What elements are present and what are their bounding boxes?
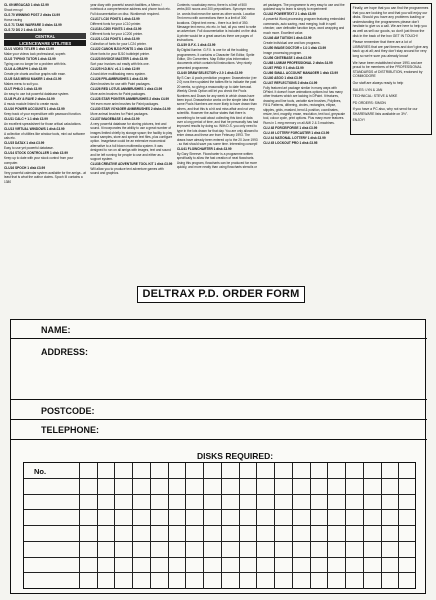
disk-number-cell[interactable] xyxy=(346,495,364,510)
disk-number-cell[interactable] xyxy=(311,479,329,494)
no-label: No. xyxy=(34,467,47,476)
disk-number-cell[interactable] xyxy=(222,479,240,494)
notice-box xyxy=(350,3,432,135)
disk-number-cell[interactable] xyxy=(222,495,240,510)
grid-row xyxy=(24,495,415,511)
disk-number-cell[interactable] xyxy=(311,526,329,541)
disk-number-cell[interactable] xyxy=(222,573,240,589)
disk-number-cell[interactable] xyxy=(186,495,204,510)
notice-para-8: If you have a PC also, why not send for our SHAREWARE lists available on 3½". xyxy=(352,107,418,116)
disk-number-cell[interactable] xyxy=(364,526,382,541)
disk-number-cell[interactable] xyxy=(275,479,293,494)
disk-number-cell[interactable] xyxy=(151,463,169,478)
disk-number-cell[interactable] xyxy=(204,479,222,494)
catalogue-item-title: CLU8 PLAY & RAVE 2 disks £4.99 xyxy=(4,96,55,101)
telephone-label: TELEPHONE: xyxy=(41,425,100,435)
disk-number-cell[interactable] xyxy=(346,510,364,525)
disk-number-cell[interactable] xyxy=(186,510,204,525)
disk-number-cell[interactable] xyxy=(257,526,275,541)
disk-number-cell[interactable] xyxy=(364,479,382,494)
catalogue-item-desc: By Gary Shreeve. Flowcharter is a programme written specifically to allow the fast creation of neat flowcharts. Using this program, flowcharts can be produced far more quickly, and more neatly than using flowcharts stencils or xyxy=(176,151,258,170)
disk-number-cell[interactable] xyxy=(186,479,204,494)
name-label: NAME: xyxy=(41,325,71,335)
notice-pd-orders: PD ORDERS: SIMON xyxy=(352,100,386,105)
catalogue-item-title: CLU5 SAS MENU MAKER 1 disk £3.99 xyxy=(4,76,62,81)
disk-number-cell[interactable] xyxy=(222,558,240,573)
catalogue-item-title: CLU68 LUMUM PROFESSIONAL 2 disks £4.99 xyxy=(263,60,333,65)
grid-label-cell xyxy=(24,495,80,510)
catalogue-item-title: CLU16 SPOCH 1 disk £3.99 xyxy=(4,165,46,170)
catalogue-item-title: CLU18 LC200 FONTS 1 disk £3.99 xyxy=(90,26,142,31)
postcode-label: POSTCODE: xyxy=(41,406,95,416)
disk-number-cell[interactable] xyxy=(382,463,400,478)
grid-label-cell xyxy=(24,479,80,494)
disk-number-cell[interactable] xyxy=(240,510,258,525)
disk-number-cell[interactable] xyxy=(311,463,329,478)
disk-number-cell[interactable] xyxy=(346,558,364,573)
catalogue-item-desc: A collection of utilities like window tools, mini out software cals etc. xyxy=(4,131,85,141)
disk-number-cell[interactable] xyxy=(382,573,400,589)
catalogue-item-title: CLU38 CREATIVE ADVENTURE TOOL KIT 1 disk £3.99 xyxy=(90,162,173,167)
catalogue-item-desc: Different fonts for your LC200 printer. xyxy=(90,31,143,36)
catalogue-item-title: CLU30 STAR VOYAGER ANMBRUSHES 2 disks £4.99 xyxy=(90,106,171,111)
disk-number-cell[interactable] xyxy=(204,510,222,525)
catalogue-item-desc: Sort your invoices out easily with this one. xyxy=(90,61,150,66)
catalogue-item-title: CLS 70 WINNING POST 2 disks £4.99 xyxy=(4,13,60,17)
catalogue-columns xyxy=(4,3,432,263)
disk-number-cell[interactable] xyxy=(133,495,151,510)
catalogue-item-title: CLU14 STOCK CONTROLLER 1 disk £3.99 xyxy=(4,151,68,156)
disk-number-cell[interactable] xyxy=(222,526,240,541)
grid-label-cell xyxy=(24,463,80,478)
disk-number-cell[interactable] xyxy=(275,558,293,573)
disk-number-cell[interactable] xyxy=(275,573,293,589)
notice-para-4: Our staff are always ready to help xyxy=(352,80,404,85)
disk-number-cell[interactable] xyxy=(80,558,98,573)
disk-number-cell[interactable] xyxy=(275,510,293,525)
notice-enjoy: ENJOY! xyxy=(352,118,365,123)
catalogue-column-1 xyxy=(4,3,86,263)
address-field[interactable] xyxy=(11,339,427,399)
catalogue-item-title: CLU22 CANON BJ10 FONTS 1 disk £3.99 xyxy=(90,46,153,51)
disk-number-cell[interactable] xyxy=(98,526,116,541)
disk-number-cell[interactable] xyxy=(204,463,222,478)
catalogue-item-title: CLU15 DATAX 1 disk £3.99 xyxy=(4,141,45,146)
disk-number-cell[interactable] xyxy=(169,495,187,510)
disk-number-cell[interactable] xyxy=(133,463,151,478)
disk-number-cell[interactable] xyxy=(399,495,417,510)
disk-number-cell[interactable] xyxy=(293,495,311,510)
disk-number-cell[interactable] xyxy=(115,479,133,494)
catalogue-item-title: CLU17 LC10 FONTS 1 disk £3.99 xyxy=(90,16,140,21)
catalogue-item-desc: A hard drive multitasking menu system. xyxy=(90,71,146,76)
catalogue-item-desc: Horse racing xyxy=(4,18,23,22)
name-field[interactable] xyxy=(11,320,427,339)
disk-number-cell[interactable] xyxy=(115,558,133,573)
disk-number-cell[interactable] xyxy=(222,463,240,478)
catalogue-item-title: CLS 71 TANK WARFARE 3 disks £4.99 xyxy=(4,23,62,27)
catalogue-item-desc: Yet even more anim brushes for Paint packages. xyxy=(90,101,160,106)
catalogue-item-title: CLU10 POWER ACCOUNTS 1 disk £3.99 xyxy=(4,106,65,111)
disk-number-cell[interactable] xyxy=(240,526,258,541)
disk-number-cell[interactable] xyxy=(346,526,364,541)
telephone-field[interactable] xyxy=(11,420,427,440)
catalogue-item-title: CLU40 DRAW SELECTOR v 2.0 1 disk £3.99 xyxy=(176,70,243,75)
disk-number-cell[interactable] xyxy=(293,526,311,541)
disk-number-cell[interactable] xyxy=(133,526,151,541)
disk-number-cell[interactable] xyxy=(204,542,222,557)
catalogue-item-desc: Collection of fonts for your LC24 printer. xyxy=(90,41,147,46)
catalogue-item-desc: More animal brushes for Paint packages. xyxy=(90,111,149,116)
catalogue-item-desc: Different fonts for your LC10 printer. xyxy=(90,21,142,26)
disk-number-cell[interactable] xyxy=(80,573,98,589)
disk-number-grid xyxy=(23,462,416,589)
catalogue-item-desc: Alien brushes for use with Paint packages. xyxy=(90,81,151,86)
order-form-title: DELTRAX P.D. ORDER FORM xyxy=(137,286,305,303)
disk-number-cell[interactable] xyxy=(98,463,116,478)
catalogue-item-title: CLU11 CALC + 1.1 disk £3.99 xyxy=(4,116,48,121)
catalogue-item-title: CLU7 PHILO 1 disk £3.99 xyxy=(4,86,42,91)
catalogue-item-desc: Typing can no longer be a problem with this. xyxy=(4,61,67,66)
disk-number-cell[interactable] xyxy=(151,558,169,573)
grid-row xyxy=(24,479,415,495)
disk-number-cell[interactable] xyxy=(364,573,382,589)
notice-technical: TECHNICAL: STEVE & MIKE xyxy=(352,94,398,99)
disk-number-cell[interactable] xyxy=(151,510,169,525)
catalogue-item-desc: Makes menu to suit you. xyxy=(4,81,39,86)
catalogue-column-3 xyxy=(177,3,259,263)
disk-number-cell[interactable] xyxy=(399,573,417,589)
catalogue-item-title: CLU56 CINTEBASE 1 disk £3.99 xyxy=(263,55,312,60)
section-heading: CENTRAL xyxy=(4,33,86,39)
disk-number-cell[interactable] xyxy=(293,558,311,573)
catalogue-item-desc: More anim brushes for Paint packages. xyxy=(90,91,146,96)
disk-number-cell[interactable] xyxy=(169,573,187,589)
disk-number-cell[interactable] xyxy=(399,479,417,494)
grid-label-cell xyxy=(24,558,80,573)
catalogue-item-title: CLU 45 LOCKOUT PRO 1 disk £3.95 xyxy=(263,140,318,145)
disk-number-cell[interactable] xyxy=(169,510,187,525)
disk-number-cell[interactable] xyxy=(222,510,240,525)
disk-number-cell[interactable] xyxy=(328,510,346,525)
disk-number-cell[interactable] xyxy=(133,479,151,494)
disk-number-cell[interactable] xyxy=(275,542,293,557)
disk-number-cell[interactable] xyxy=(328,573,346,589)
disk-number-cell[interactable] xyxy=(115,573,133,589)
notice-column xyxy=(350,3,432,263)
catalogue-item-title: CLU13 VIRTUAL WINDOWS 1 disk £3.99 xyxy=(4,126,65,131)
order-form xyxy=(10,319,426,594)
disk-number-cell[interactable] xyxy=(115,542,133,557)
catalogue-item-title: CLU50 IMAGE DOCTOR v 1.0 1 disk £3.99 xyxy=(263,45,327,50)
disk-number-cell[interactable] xyxy=(328,463,346,478)
catalogue-item-title: CLU28 STAR POINTER ANMBRUSHES 2 disks £4.99 xyxy=(90,96,170,101)
disk-number-cell[interactable] xyxy=(346,542,364,557)
disk-number-cell[interactable] xyxy=(311,558,329,573)
grid-label-cell xyxy=(24,526,80,541)
disk-number-cell[interactable] xyxy=(151,495,169,510)
disk-number-cell[interactable] xyxy=(328,495,346,510)
grid-row xyxy=(24,542,415,558)
disk-number-cell[interactable] xyxy=(399,526,417,541)
catalogue-item-desc: More fonts for your BJ10 bubblejet printer. xyxy=(90,51,150,56)
disk-number-cell[interactable] xyxy=(382,510,400,525)
catalogue-item-title: CLU66 SMALL ACCOUNT MANAGER 1 disk £3.99 xyxy=(263,70,338,75)
catalogue-item-desc: Create pie charts and bar graphs with ease. xyxy=(4,71,66,76)
disk-number-cell[interactable] xyxy=(293,463,311,478)
catalogue-item-desc: Shoot em up! xyxy=(4,8,23,12)
disk-number-cell[interactable] xyxy=(151,542,169,557)
disk-number-cell[interactable] xyxy=(115,463,133,478)
disk-number-cell[interactable] xyxy=(240,542,258,557)
catalogue-item-title: CLU2 TYPING TUTOR 1 disk £3.99 xyxy=(4,56,56,61)
disk-number-cell[interactable] xyxy=(311,573,329,589)
disk-number-cell[interactable] xyxy=(80,526,98,541)
notice-para-1: Finally, we hope that you can find the programmes that you are looking for and that you will enjoy our disks. Should you have any problems loading or understanding the programmes please don't hesitate to give us a call. We are here to help you as well as sell our goods, so don't just throw the disk in the back of the box GET IN TOUCH! xyxy=(352,6,429,38)
disk-number-cell[interactable] xyxy=(222,542,240,557)
disk-number-cell[interactable] xyxy=(98,495,116,510)
catalogue-item-desc: Keep track of your expenditure with password function. xyxy=(4,111,82,116)
disk-number-cell[interactable] xyxy=(115,510,133,525)
disk-number-cell[interactable] xyxy=(346,463,364,478)
disk-number-cell[interactable] xyxy=(293,573,311,589)
disk-number-cell[interactable] xyxy=(115,495,133,510)
catalogue-item-desc: year diary with powerful search facilities, a Memo / notebook a comprehensive address and phone book etc. Full documentation on disc. Workbench required. xyxy=(90,3,171,16)
disk-number-cell[interactable] xyxy=(382,526,400,541)
disk-number-cell[interactable] xyxy=(169,558,187,573)
disk-number-cell[interactable] xyxy=(399,463,417,478)
disk-number-cell[interactable] xyxy=(293,510,311,525)
disk-number-cell[interactable] xyxy=(257,463,275,478)
disk-number-cell[interactable] xyxy=(293,542,311,557)
disk-number-cell[interactable] xyxy=(275,495,293,510)
disk-number-cell[interactable] xyxy=(311,510,329,525)
disk-number-cell[interactable] xyxy=(364,495,382,510)
disk-number-cell[interactable] xyxy=(133,542,151,557)
disk-number-cell[interactable] xyxy=(98,573,116,589)
grid-label-cell xyxy=(24,542,80,557)
disk-number-cell[interactable] xyxy=(151,573,169,589)
catalogue-item-title: CLU23 INVOICE MASTER 1 disk £3.99 xyxy=(90,56,148,61)
disk-number-cell[interactable] xyxy=(186,463,204,478)
catalogue-item-title: CLU42 POWERTEXT 2 1 disk £3.99 xyxy=(263,12,316,17)
disk-number-cell[interactable] xyxy=(186,526,204,541)
catalogue-item-title: CLU47 REFLECTIONS 2 disks £4.99 xyxy=(263,80,318,85)
disk-number-cell[interactable] xyxy=(346,573,364,589)
catalogue-item-title: CLU 44 NATIONAL LOTTERY 1 disk £3.99 xyxy=(263,135,326,140)
catalogue-item-desc: Keep up to date with your stock control from your computer. xyxy=(4,156,74,165)
disk-number-cell[interactable] xyxy=(98,542,116,557)
disk-number-cell[interactable] xyxy=(115,526,133,541)
disk-number-cell[interactable] xyxy=(399,542,417,557)
catalogue-item-desc: An easy to use but powerful database system. xyxy=(4,91,70,96)
disk-number-cell[interactable] xyxy=(240,495,258,510)
catalogue-item-title: CLU37 IMAGEBASE 1 disk £3.99 xyxy=(90,116,140,121)
catalogue-item-title: CLU46 AM TUITION 1 disk £3.99 xyxy=(263,35,312,40)
disk-number-cell[interactable] xyxy=(80,495,98,510)
disk-number-cell[interactable] xyxy=(98,479,116,494)
disk-number-cell[interactable] xyxy=(169,542,187,557)
catalogue-column-4 xyxy=(263,3,345,263)
disk-number-cell[interactable] xyxy=(311,542,329,557)
catalogue-item-desc: Fully featured art package similar in many ways with DPaint. It doesn't have animations options but has many other features which are lacking in DPaint. It features, drawing and line tools, variable size brushes, Polylines, Fill & Patterns, dithering, circles, rectangles, ellipse, stipples, grids, masked, bend & position, coordinates, resize, text, magnify, erase, resolution, text tool, greyscale tool, colour cycle, print options. Plus many more features. Runs in 1 meg memory on all AMI 2 & 3 machines. xyxy=(263,85,346,125)
catalogue-item-title: CLU25 H.D.M.V. v1.1 1 disk £2.99 xyxy=(90,66,140,71)
catalogue-item-desc: A powerful Word-processing program featuring embedded commands, auto saving, read merging, built in spell checker, user definable function keys, word wrapping and much more. Excellent value. xyxy=(263,17,346,35)
catalogue-item-desc: Will allow you to produce text adventure games with sound and graphics. xyxy=(90,167,164,176)
disk-number-cell[interactable] xyxy=(364,558,382,573)
catalogue-item-desc: By Digital Ilumine. G.F.X. is one for all the budding programmers. It contains a Character Set Editor, Sprite Editor, Gfx Converters. Map Editor plus information documents which contain full instructions. Very nicely presented programme. xyxy=(176,48,255,70)
disk-number-cell[interactable] xyxy=(328,558,346,573)
disk-number-cell[interactable] xyxy=(257,558,275,573)
disk-number-cell[interactable] xyxy=(275,463,293,478)
catalogue-item-title: CLU1 VIDEO TITLER 1 disk £3.99 xyxy=(4,46,54,51)
disk-number-cell[interactable] xyxy=(311,495,329,510)
disk-number-cell[interactable] xyxy=(80,479,98,494)
grid-row xyxy=(24,526,415,542)
disk-number-cell[interactable] xyxy=(133,573,151,589)
disk-number-cell[interactable] xyxy=(80,463,98,478)
disk-number-cell[interactable] xyxy=(169,526,187,541)
disk-number-cell[interactable] xyxy=(80,542,98,557)
catalogue-item-desc: Contents: vocabulary menu, there is a limit of 500 verbs,500 nouns and 200 prepositions. Synonym menu i.e. words that mean the same as other words. Location Text menu with connections there is a limit of 300 locations. Object text menu - there is a limit of 350. Message text menu, etc etc. in fact, all you need to write an adventure. Full documentation is included on the disk. A printer would be a great asset as there are pages of instructions. xyxy=(176,3,258,43)
disk-number-cell[interactable] xyxy=(133,558,151,573)
catalogue-item-title: CLU67 PRID !! 1 disk £3.99 xyxy=(263,65,304,70)
disk-number-cell[interactable] xyxy=(382,558,400,573)
disk-number-cell[interactable] xyxy=(151,479,169,494)
disk-number-cell[interactable] xyxy=(328,526,346,541)
disk-number-cell[interactable] xyxy=(80,510,98,525)
disk-number-cell[interactable] xyxy=(240,479,258,494)
disk-number-cell[interactable] xyxy=(133,510,151,525)
grid-row xyxy=(24,463,415,479)
catalogue-item-desc: An excellent spreadsheet for those critical calculations. xyxy=(4,121,82,126)
disk-number-cell[interactable] xyxy=(257,479,275,494)
notice-para-3: We have been established since 1991 and are proud to be members of the PROFESSIONAL STANDARDS of DISTRIBUTION, endorsed by COMMODORE xyxy=(352,60,423,79)
catalogue-item-desc: A music module linked to create music. xyxy=(4,101,60,106)
disk-number-cell[interactable] xyxy=(186,573,204,589)
disk-number-cell[interactable] xyxy=(151,526,169,541)
disk-number-cell[interactable] xyxy=(257,495,275,510)
disk-number-cell[interactable] xyxy=(399,510,417,525)
catalogue-item-title: CL 69 MEGACAD 1 disk £2.99 xyxy=(4,3,49,7)
catalogue-item-title: CLU40 ASOO 1 disk £3.99 xyxy=(263,75,303,80)
grid-row xyxy=(24,510,415,526)
grid-label-cell xyxy=(24,573,80,589)
disk-number-cell[interactable] xyxy=(257,573,275,589)
catalogue-item-title: CLU4 A-GRAPH 1 disk £3.99 xyxy=(4,66,47,71)
catalogue-item-title: CLU21 LC24 FONTS 1 disk £3.99 xyxy=(90,36,140,41)
catalogue-item-title: CLU 49 LOTTERY FORCASTER 1 disk £3.99 xyxy=(263,130,330,135)
disk-number-cell[interactable] xyxy=(364,542,382,557)
address-label: ADDRESS: xyxy=(41,347,89,357)
catalogue-item-title: CLU26 FFILAMBRUSHES 1 disk £3.99 xyxy=(90,76,148,81)
grid-row xyxy=(24,558,415,574)
disk-number-cell[interactable] xyxy=(382,495,400,510)
disk-number-cell[interactable] xyxy=(364,510,382,525)
disk-number-cell[interactable] xyxy=(275,526,293,541)
catalogue-item-title: CLS 72 DS 2 1 disk £3.00 xyxy=(4,28,42,32)
disk-number-cell[interactable] xyxy=(346,479,364,494)
catalogue-item-desc: Make your videos look professional, superb. xyxy=(4,51,67,56)
catalogue-item-desc: art packages. The programme is very easy to use and the quickest way to learn is simply to experiment! xyxy=(263,3,345,12)
disk-number-cell[interactable] xyxy=(293,479,311,494)
catalogue-item-title: CLU26 RED LOTUS ANMBRUSHES 1 disk £3.99 xyxy=(90,86,163,91)
catalogue-item-desc: Very powerful calendar system available for the amiga - at least that is what the author claims. Spoch III contains a 1380 xyxy=(4,170,86,184)
grid-label-cell xyxy=(24,510,80,525)
grid-row xyxy=(24,573,415,589)
disk-number-cell[interactable] xyxy=(328,479,346,494)
disks-required-label: DISKS REQUIRED: xyxy=(197,451,274,461)
disk-number-cell[interactable] xyxy=(240,573,258,589)
catalogue-item-desc: By S Carr. A pools prediction program: Drawselector (ver 2.0) runs then updated the tables file to indicate the past 20 weeks, so giving a reasonably up to date forecast. Weekly Check Option will let you check the Pools Numbers and Draws for any week in which draws have been input. Drawselector works on the simple idea that some Pools Numbers are more likely to have drawn than others, and that this is a hit and miss affair and not very scientific. However the author states that there is something to be said about collecting this kind of data over a long period of time, and that he personally has had improved results by doing so. With D.S. you only need to type in the lots drawn for that day. You are only allowed to enter draws and these are from February 1993. The draws have already been entered up to the 20 June 1993 - so that should save you some time. Interesting concept! xyxy=(176,75,259,146)
disk-number-cell[interactable] xyxy=(98,558,116,573)
catalogue-item-desc: Easy to use yet powerful database. xyxy=(4,146,54,151)
postcode-field[interactable] xyxy=(11,399,427,420)
disk-number-cell[interactable] xyxy=(169,463,187,478)
notice-sales: SALES: LYN & JAN xyxy=(352,87,383,92)
disk-number-cell[interactable] xyxy=(328,542,346,557)
disk-number-cell[interactable] xyxy=(257,510,275,525)
disk-number-cell[interactable] xyxy=(98,510,116,525)
notice-para-2: Please remember that there are a lot of LIBRARIES that are part timers and don't give any back up at all; and they don't stay around for very long so we're sure you already know! xyxy=(352,40,429,58)
catalogue-item-title: CLU39 G.F.X. 1 disk £3.99 xyxy=(176,43,216,48)
disk-number-cell[interactable] xyxy=(204,495,222,510)
disk-number-cell[interactable] xyxy=(204,526,222,541)
catalogue-column-2 xyxy=(90,3,172,263)
disk-number-cell[interactable] xyxy=(169,479,187,494)
catalogue-item-desc: Create individual one and two programs. xyxy=(263,40,321,45)
disk-number-cell[interactable] xyxy=(364,463,382,478)
disk-number-cell[interactable] xyxy=(399,558,417,573)
disk-number-cell[interactable] xyxy=(204,558,222,573)
catalogue-item-title: CLU 48 FORCE/FORGE 1 disk £3.99 xyxy=(263,125,318,130)
disk-number-cell[interactable] xyxy=(240,558,258,573)
catalogue-item-desc: Image processing program. xyxy=(263,50,303,55)
disk-number-cell[interactable] xyxy=(240,463,258,478)
section-heading: LICENCEWARE UTILITIES xyxy=(4,40,86,46)
disk-number-cell[interactable] xyxy=(382,479,400,494)
catalogue-item-title: CLU41 FLOWCHARTER 1 disk £3.99 xyxy=(176,146,232,151)
disk-number-cell[interactable] xyxy=(204,573,222,589)
disk-number-cell[interactable] xyxy=(186,542,204,557)
disk-number-cell[interactable] xyxy=(186,558,204,573)
disk-number-cell[interactable] xyxy=(257,542,275,557)
catalogue-item-desc: A very powerful database for storing pictures, text and sound. It incorporates the ability to use a great number of images limited chiefly by storage space; the facility to play sound samples, store and speech text files, plus configure option. Imagebase could be an extensive economical alternative to a full blown multimedia system. It was designed to run on all amiga with images, text and sound and be left running for people to use and either as a support system. xyxy=(90,121,173,162)
disk-number-cell[interactable] xyxy=(382,542,400,557)
